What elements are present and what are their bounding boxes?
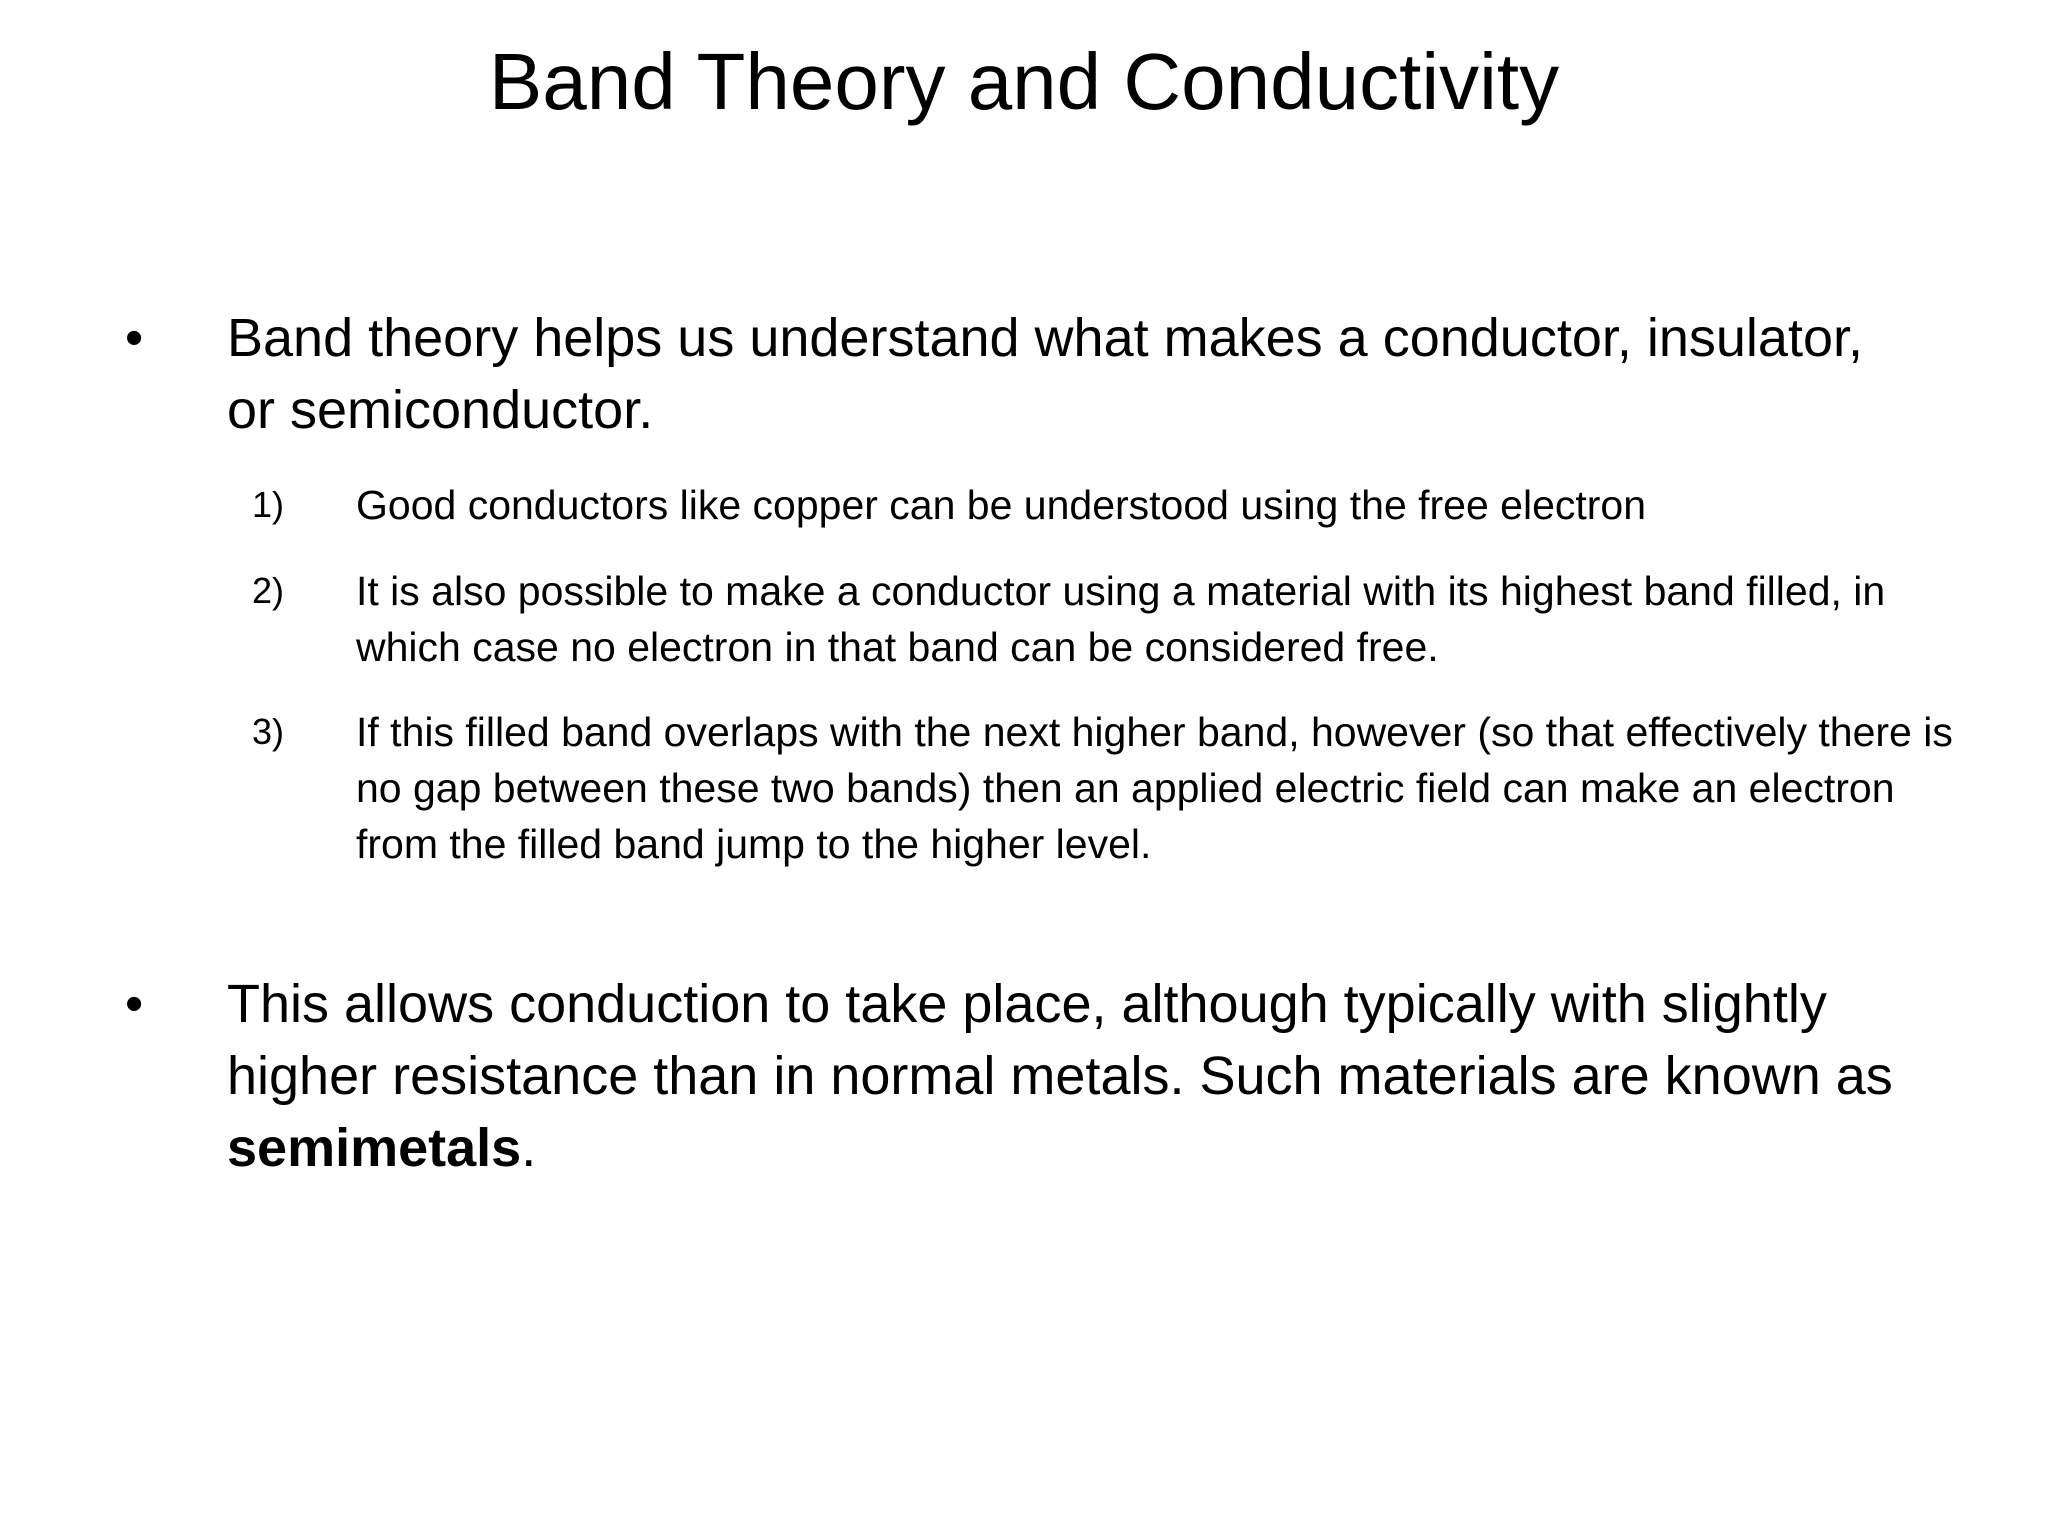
bullet-marker: • [125, 309, 144, 367]
numbered-text: Good conductors like copper can be understood using the free electron [356, 482, 1647, 528]
bullet-text: Band theory helps us understand what makes a conductor, insulator, or semiconductor. [227, 308, 1864, 440]
numbered-text: It is also possible to make a conductor using a material with its highest band filled, in which case no electron in that band can be considered free. [356, 568, 1886, 670]
numbered-marker: 1) [252, 484, 285, 525]
bullet-text-lead: This allows conduction to take place, although typically with slightly higher resistance than in normal metals. Such materials are known as [227, 974, 1893, 1106]
numbered-marker: 3) [252, 711, 285, 752]
bullet-marker: • [125, 975, 144, 1033]
semimetals-term: semimetals [227, 1118, 522, 1178]
bullet-text [227, 968, 1907, 1184]
numbered-text: If this filled band overlaps with the next higher band, however (so that effectively there is no gap between these two bands) then an applied electric field can make an electron from the filled band jump to the higher level. [356, 709, 1953, 867]
bullet-text-tail: . [521, 1118, 537, 1178]
slide-title: Band Theory and Conductivity [488, 37, 1560, 126]
numbered-marker: 2) [252, 570, 285, 611]
